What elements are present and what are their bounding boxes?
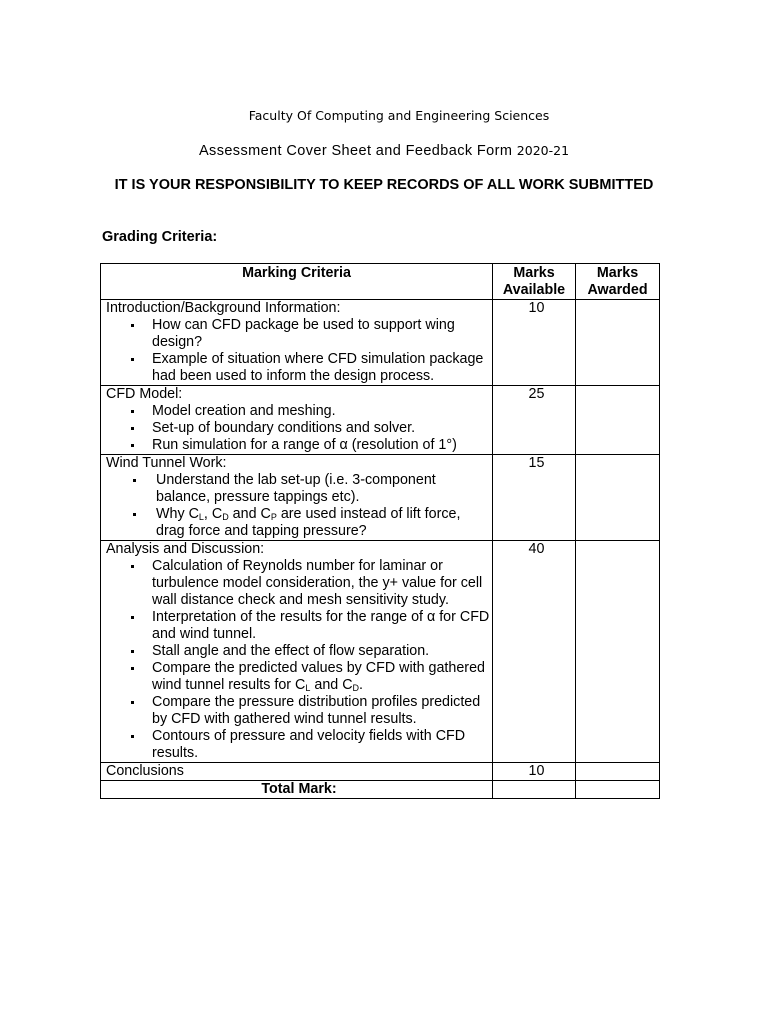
subscript-l: L [198, 512, 204, 522]
criteria-cell [101, 386, 493, 455]
list-item: Calculation of Reynolds number for laminar or turbulence model consideration, the y+ value for cell wall distance check and mesh sensitivity study. [152, 558, 492, 609]
section-title: Wind Tunnel Work: [106, 455, 227, 471]
list-item: Contours of pressure and velocity fields with CFD results. [152, 728, 492, 762]
marks-available-cell: 25 [493, 386, 576, 455]
subscript-p: P [270, 512, 277, 522]
header-marking-criteria: Marking Criteria [101, 264, 493, 300]
form-title-text: Assessment Cover Sheet and Feedback Form [198, 143, 513, 159]
marks-available-cell: 40 [493, 541, 576, 763]
form-title [0, 143, 768, 159]
text-fragment: are used instead of lift force, drag force and tapping pressure? [156, 506, 461, 539]
criteria-list [106, 472, 492, 540]
list-item [152, 660, 492, 694]
total-mark-label: Total Mark: [101, 781, 493, 799]
academic-year: 2020-21 [516, 143, 570, 158]
marks-awarded-cell[interactable] [576, 541, 660, 763]
section-title: Analysis and Discussion: [106, 541, 265, 557]
text-fragment: Why C [156, 506, 199, 522]
marks-available-cell: 10 [493, 300, 576, 386]
marks-awarded-cell[interactable] [576, 455, 660, 541]
marks-available-cell: 10 [493, 763, 576, 781]
text-fragment: and C [310, 677, 353, 693]
grading-table [100, 263, 660, 799]
subscript-d: D [352, 683, 360, 693]
marks-awarded-cell[interactable] [576, 386, 660, 455]
list-item: Stall angle and the effect of flow separation. [152, 643, 492, 660]
list-item: Interpretation of the results for the range of α for CFD and wind tunnel. [152, 609, 492, 643]
section-title: Introduction/Background Information: [106, 300, 341, 316]
responsibility-notice: IT IS YOUR RESPONSIBILITY TO KEEP RECORDS OF ALL WORK SUBMITTED [114, 177, 654, 193]
text-fragment: and C [228, 506, 271, 522]
section-title: CFD Model: [106, 386, 183, 402]
section-title: Conclusions [106, 763, 184, 779]
grading-criteria-title: Grading Criteria: [102, 229, 218, 245]
subscript-d: D [222, 512, 229, 522]
table-row [101, 541, 660, 763]
table-header-row [101, 264, 660, 300]
subscript-l: L [305, 683, 311, 693]
text-fragment: , C [203, 506, 223, 522]
list-item: Compare the pressure distribution profiles predicted by CFD with gathered wind tunnel results. [152, 694, 492, 728]
criteria-cell [101, 541, 493, 763]
list-item: Run simulation for a range of α (resolution of 1°) [152, 437, 492, 454]
header-marks-available-line2: Available [502, 282, 566, 298]
total-available-cell [493, 781, 576, 799]
text-fragment: Compare the predicted values by CFD with gathered wind tunnel results for C [152, 660, 485, 693]
list-item: Understand the lab set-up (i.e. 3-component balance, pressure tappings etc). [156, 472, 492, 506]
total-awarded-cell[interactable] [576, 781, 660, 799]
faculty-name: Faculty Of Computing and Engineering Sciences [248, 108, 550, 123]
criteria-cell [101, 763, 493, 781]
marks-awarded-cell[interactable] [576, 300, 660, 386]
criteria-cell [101, 300, 493, 386]
criteria-cell [101, 455, 493, 541]
table-row [101, 763, 660, 781]
total-row [101, 781, 660, 799]
criteria-list [106, 403, 492, 454]
table-row [101, 300, 660, 386]
header-marks-available-line1: Marks [513, 265, 555, 281]
header-marks-awarded-line2: Awarded [587, 282, 648, 298]
list-item: How can CFD package be used to support wing design? [152, 317, 492, 351]
list-item: Example of situation where CFD simulation package had been used to inform the design process. [152, 351, 492, 385]
criteria-list [106, 558, 492, 762]
criteria-list [106, 317, 492, 385]
marks-available-cell: 15 [493, 455, 576, 541]
table-row [101, 455, 660, 541]
table-row [101, 386, 660, 455]
header-marks-available [493, 264, 576, 300]
text-fragment: . [359, 677, 363, 693]
header-marks-awarded-line1: Marks [596, 265, 639, 281]
list-item: Set-up of boundary conditions and solver. [152, 420, 492, 437]
list-item: Model creation and meshing. [152, 403, 492, 420]
list-item [156, 506, 492, 540]
marks-awarded-cell[interactable] [576, 763, 660, 781]
header-marks-awarded [576, 264, 660, 300]
